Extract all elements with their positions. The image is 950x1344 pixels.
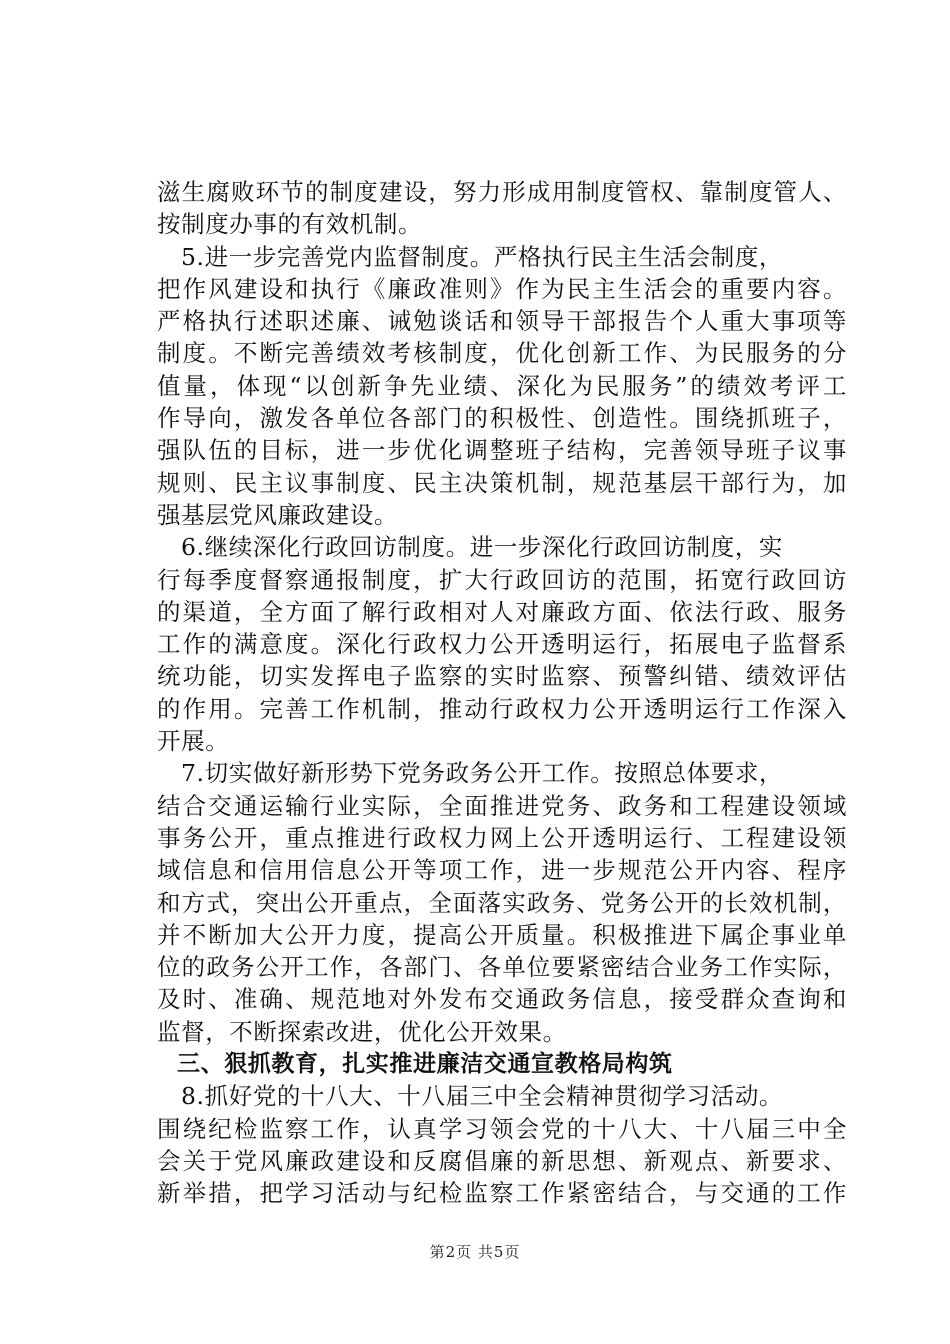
- text-line: 域信息和信用信息公开等项工作，进一步规范公开内容、程序: [157, 856, 847, 885]
- text-line: 值量，体现“以创新争先业绩、深化为民服务”的绩效考评工: [157, 371, 847, 400]
- text-line: 及时、准确、规范地对外发布交通政务信息，接受群众查询和: [157, 985, 847, 1014]
- page-number-footer: 第2页 共5页: [429, 1243, 521, 1261]
- document-body: [157, 176, 847, 1210]
- text-line: 作导向，激发各单位各部门的积极性、创造性。围绕抓班子，: [157, 404, 847, 433]
- text-line: 结合交通运输行业实际，全面推进党务、政务和工程建设领域: [157, 791, 847, 820]
- text-line: 会关于党风廉政建设和反腐倡廉的新思想、新观点、新要求、: [157, 1146, 847, 1175]
- text-line: 监督，不断探索改进，优化公开效果。: [157, 1017, 567, 1046]
- paragraph-7-start: 7.切实做好新形势下党务政务公开工作。按照总体要求，: [181, 759, 784, 788]
- text-line: 滋生腐败环节的制度建设，努力形成用制度管权、靠制度管人、: [157, 178, 847, 206]
- paragraph-6-start: 6.继续深化行政回访制度。进一步深化行政回访制度，实: [181, 533, 784, 562]
- text-line: 开展。: [157, 727, 230, 756]
- text-line: 规则、民主议事制度、民主决策机制，规范基层干部行为，加: [157, 468, 847, 497]
- text-line: 位的政务公开工作，各部门、各单位要紧密结合业务工作实际，: [157, 953, 847, 982]
- text-line: 新举措，把学习活动与纪检监察工作紧密结合，与交通的工作: [157, 1179, 847, 1208]
- text-line: 和方式，突出公开重点，全面落实政务、党务公开的长效机制，: [157, 888, 847, 917]
- section-heading: 三、狠抓教育，扎实推进廉洁交通宣教格局构筑: [177, 1051, 673, 1078]
- text-line: 统功能，切实发挥电子监察的实时监察、预警纠错、绩效评估: [157, 662, 847, 691]
- text-line: 强基层党风廉政建设。: [157, 500, 398, 529]
- text-line: 围绕纪检监察工作，认真学习领会党的十八大、十八届三中全: [157, 1114, 847, 1143]
- text-line: 把作风建设和执行《廉政准则》作为民主生活会的重要内容。: [157, 274, 847, 303]
- text-line: 事务公开，重点推进行政权力网上公开透明运行、工程建设领: [157, 823, 847, 852]
- paragraph-8-start: 8.抓好党的十八大、十八届三中全会精神贯彻学习活动。: [181, 1082, 784, 1111]
- text-line: 严格执行述职述廉、诫勉谈话和领导干部报告个人重大事项等: [157, 307, 847, 336]
- text-line: 行每季度督察通报制度，扩大行政回访的范围，拓宽行政回访: [157, 565, 847, 594]
- text-line: 强队伍的目标，进一步优化调整班子结构，完善领导班子议事: [157, 436, 847, 465]
- paragraph-5-start: 5.进一步完善党内监督制度。严格执行民主生活会制度，: [181, 242, 784, 271]
- text-line: 的作用。完善工作机制，推动行政权力公开透明运行工作深入: [157, 694, 847, 723]
- text-line: 制度。不断完善绩效考核制度，优化创新工作、为民服务的分: [157, 339, 847, 368]
- text-line: 的渠道，全方面了解行政相对人对廉政方面、依法行政、服务: [157, 597, 847, 626]
- text-line: 工作的满意度。深化行政权力公开透明运行，拓展电子监督系: [157, 630, 847, 659]
- text-line: 并不断加大公开力度，提高公开质量。积极推进下属企事业单: [157, 920, 847, 949]
- text-line: 按制度办事的有效机制。: [157, 210, 423, 239]
